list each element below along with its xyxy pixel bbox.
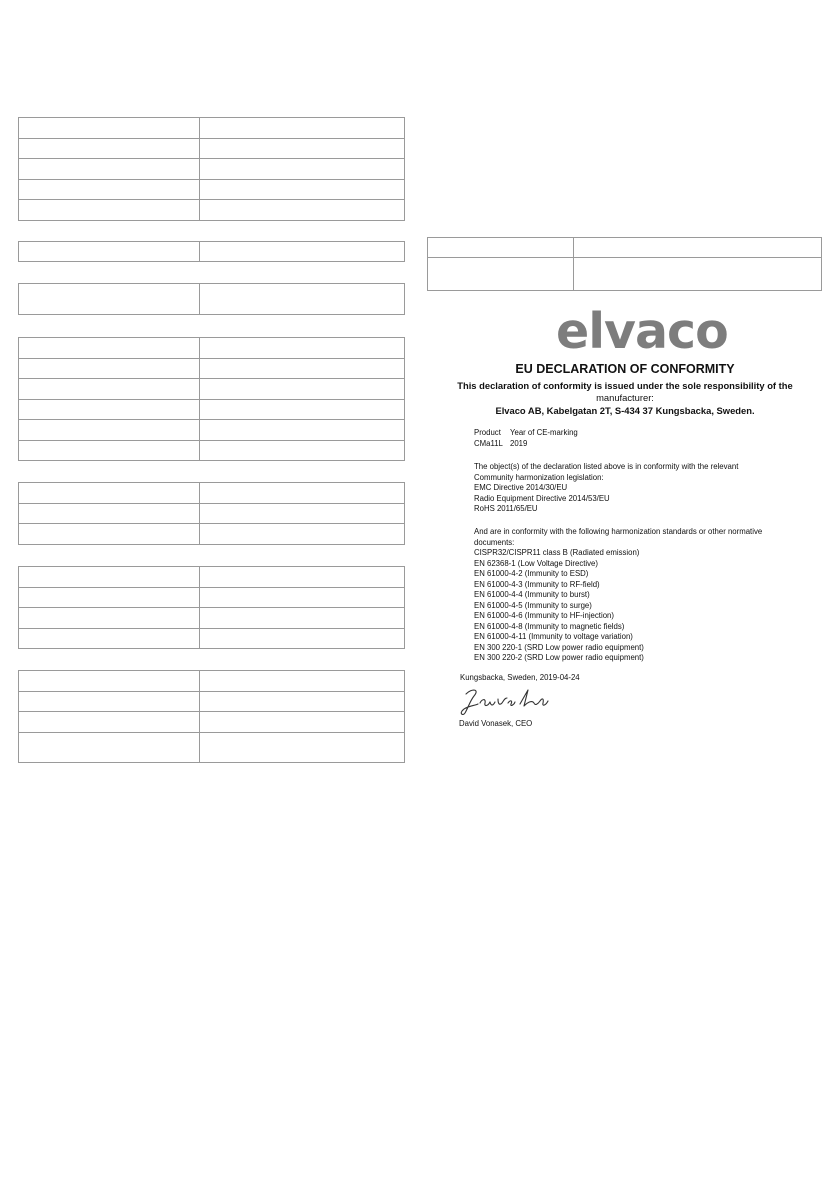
table-cell — [200, 503, 405, 524]
spec-table-7 — [18, 670, 405, 763]
table-cell — [19, 440, 200, 461]
table-row — [19, 159, 405, 180]
declaration-title: EU DECLARATION OF CONFORMITY — [515, 362, 735, 376]
table-row — [19, 379, 405, 400]
table-cell — [574, 238, 822, 258]
table-row — [19, 671, 405, 692]
table-cell — [19, 712, 200, 733]
table-cell — [19, 242, 200, 262]
product-block — [474, 428, 578, 449]
table-cell — [200, 524, 405, 545]
table-row — [19, 628, 405, 649]
table-cell — [200, 358, 405, 379]
table-cell — [19, 338, 200, 359]
year-value: 2019 — [510, 438, 528, 448]
table-cell — [19, 420, 200, 441]
table-cell — [19, 200, 200, 221]
right-spec-table — [427, 237, 822, 291]
table-row — [19, 483, 405, 504]
table-cell — [200, 608, 405, 629]
table-cell — [200, 671, 405, 692]
table-cell — [19, 179, 200, 200]
standard-item: EN 61000-4-2 (Immunity to ESD) — [474, 569, 589, 578]
table-cell — [200, 587, 405, 608]
standards-intro: documents: — [474, 537, 515, 547]
table-row — [428, 238, 822, 258]
table-row — [19, 284, 405, 315]
table-row — [19, 420, 405, 441]
handwritten-signature — [458, 684, 550, 723]
table-cell — [200, 399, 405, 420]
spec-table-3 — [18, 283, 405, 315]
table-cell — [200, 628, 405, 649]
spec-table-4 — [18, 337, 405, 461]
table-cell — [200, 567, 405, 588]
product-value-row — [474, 439, 578, 450]
table-row — [19, 242, 405, 262]
table-row — [19, 138, 405, 159]
table-cell — [200, 159, 405, 180]
standard-item: EN 61000-4-3 (Immunity to RF-field) — [474, 579, 600, 589]
legislation-item: Radio Equipment Directive 2014/53/EU — [474, 493, 610, 503]
table-cell — [200, 379, 405, 400]
intro-line: This declaration of conformity is issued under the sole responsibility of the — [457, 380, 793, 391]
place-date: Kungsbacka, Sweden, 2019-04-24 — [460, 673, 580, 682]
legislation-item: EMC Directive 2014/30/EU — [474, 483, 568, 492]
standard-item: EN 61000-4-5 (Immunity to surge) — [474, 600, 592, 610]
table-row — [19, 399, 405, 420]
table-cell — [200, 338, 405, 359]
table-cell — [200, 118, 405, 139]
table-cell — [19, 608, 200, 629]
table-cell — [19, 567, 200, 588]
standards-intro: And are in conformity with the following harmonization standards or other normative — [474, 527, 763, 536]
spec-table-5 — [18, 482, 405, 545]
table-cell — [200, 732, 405, 762]
table-cell — [200, 712, 405, 733]
table-row — [19, 200, 405, 221]
product-value: CMa11L — [474, 438, 503, 448]
spec-table-1 — [18, 117, 405, 221]
standard-item: CISPR32/CISPR11 class B (Radiated emission) — [474, 548, 640, 557]
legislation-intro: The object(s) of the declaration listed above is in conformity with the relevant — [474, 462, 739, 471]
table-row — [19, 338, 405, 359]
table-row — [19, 503, 405, 524]
table-cell — [19, 358, 200, 379]
table-cell — [19, 732, 200, 762]
legislation-intro: Community harmonization legislation: — [474, 472, 604, 482]
table-cell — [428, 258, 574, 291]
product-header-row — [474, 428, 578, 439]
table-row — [19, 691, 405, 712]
signer-name: David Vonasek, CEO — [459, 719, 533, 728]
table-cell — [19, 159, 200, 180]
table-cell — [200, 420, 405, 441]
table-row — [19, 524, 405, 545]
table-row — [19, 587, 405, 608]
table-cell — [19, 118, 200, 139]
declaration-intro — [430, 380, 820, 417]
legislation-item: RoHS 2011/65/EU — [474, 504, 538, 513]
elvaco-logo: elvaco — [556, 303, 728, 360]
table-cell — [200, 483, 405, 504]
legislation-block — [474, 462, 738, 515]
signature-image — [458, 684, 550, 718]
table-cell — [19, 587, 200, 608]
table-row — [19, 118, 405, 139]
table-cell — [19, 503, 200, 524]
table-cell — [19, 379, 200, 400]
table-row — [19, 179, 405, 200]
year-header: Year of CE-marking — [510, 428, 578, 437]
standards-block — [474, 527, 762, 664]
table-row — [19, 440, 405, 461]
table-cell — [19, 483, 200, 504]
table-cell — [200, 200, 405, 221]
standard-item: EN 62368-1 (Low Voltage Directive) — [474, 558, 598, 568]
table-row — [19, 608, 405, 629]
spec-table-6 — [18, 566, 405, 649]
table-cell — [19, 671, 200, 692]
product-header: Product — [474, 428, 501, 437]
manufacturer-address: Elvaco AB, Kabelgatan 2T, S-434 37 Kungsbacka, Sweden. — [495, 404, 755, 416]
table-row — [19, 732, 405, 762]
table-cell — [19, 284, 200, 315]
standard-item: EN 300 220-1 (SRD Low power radio equipment) — [474, 642, 644, 652]
table-row — [428, 258, 822, 291]
spec-table-2 — [18, 241, 405, 262]
table-row — [19, 712, 405, 733]
table-cell — [200, 242, 405, 262]
table-row — [19, 358, 405, 379]
table-cell — [19, 138, 200, 159]
table-cell — [200, 440, 405, 461]
table-cell — [428, 238, 574, 258]
standard-item: EN 61000-4-8 (Immunity to magnetic fields) — [474, 621, 625, 631]
table-cell — [19, 691, 200, 712]
intro-line: manufacturer: — [596, 392, 654, 404]
standard-item: EN 61000-4-4 (Immunity to burst) — [474, 590, 590, 599]
standard-item: EN 300 220-2 (SRD Low power radio equipment) — [474, 653, 644, 662]
table-cell — [200, 138, 405, 159]
standard-item: EN 61000-4-11 (Immunity to voltage variation) — [474, 632, 633, 641]
table-cell — [200, 179, 405, 200]
table-cell — [19, 399, 200, 420]
table-cell — [200, 284, 405, 315]
table-cell — [574, 258, 822, 291]
standard-item: EN 61000-4-6 (Immunity to HF-injection) — [474, 611, 614, 620]
table-row — [19, 567, 405, 588]
table-cell — [19, 524, 200, 545]
table-cell — [19, 628, 200, 649]
table-cell — [200, 691, 405, 712]
